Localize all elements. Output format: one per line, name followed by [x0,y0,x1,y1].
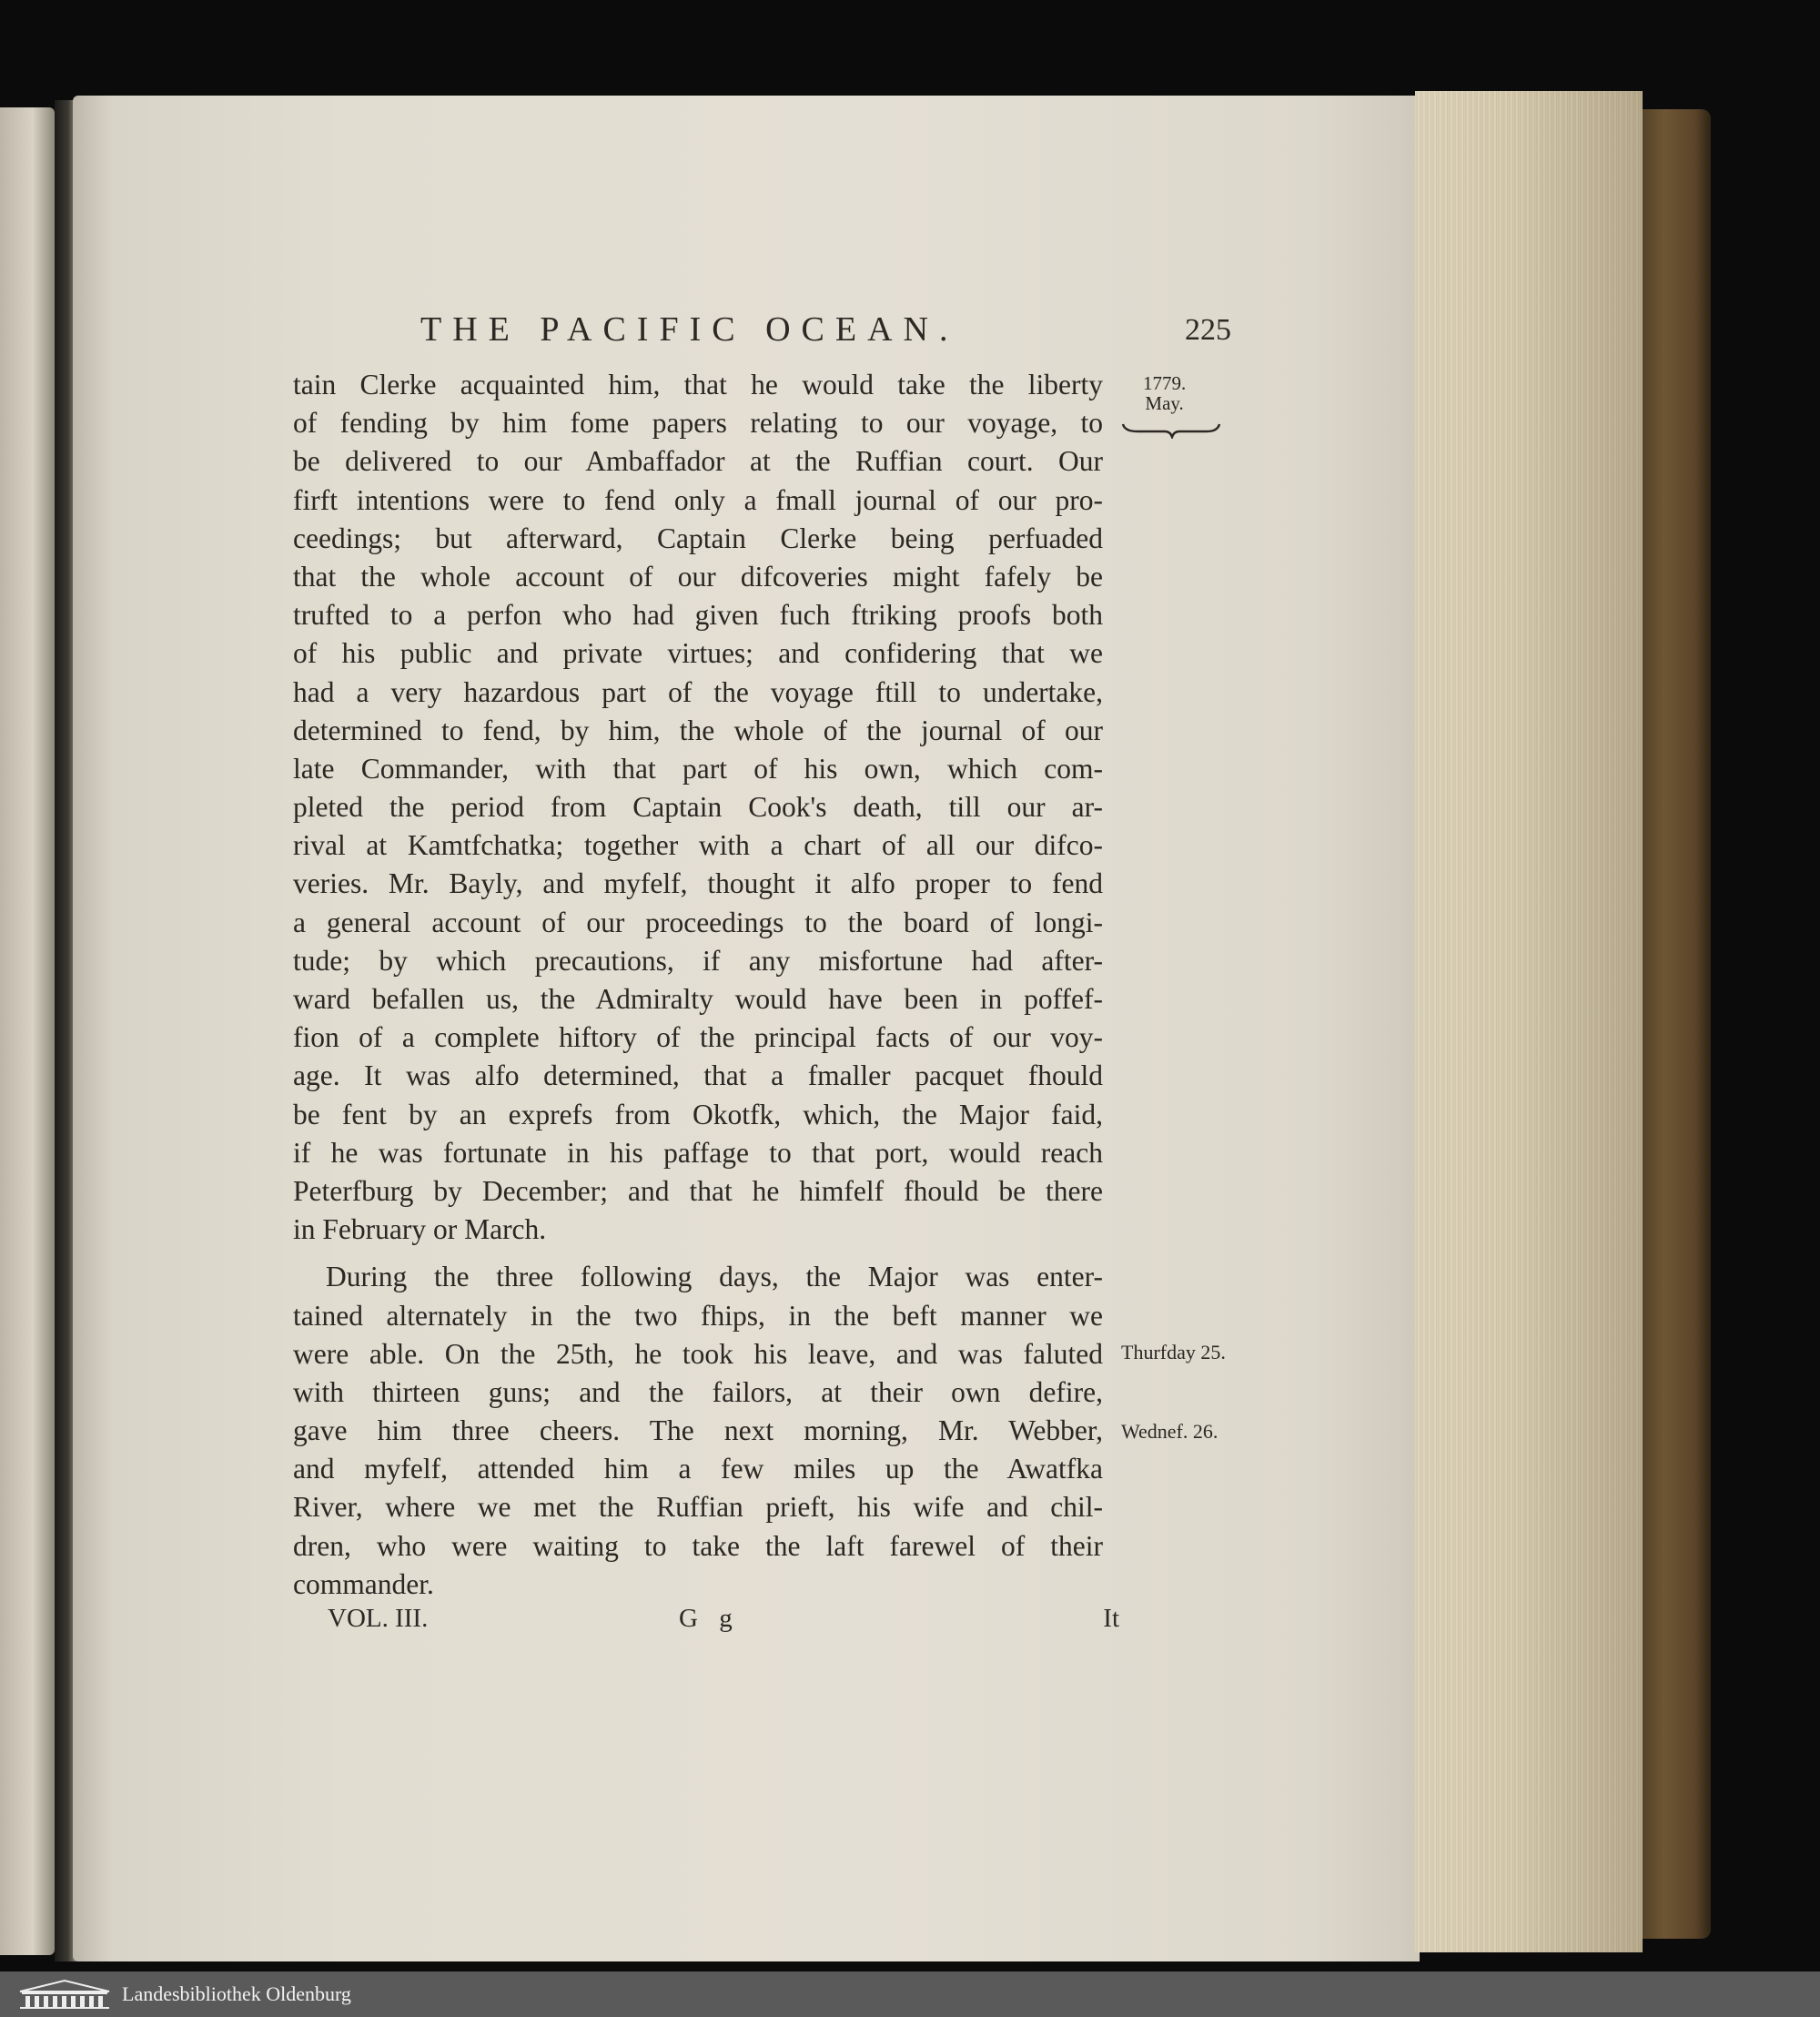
library-building-icon [16,1979,113,2010]
catchword: It [1103,1604,1119,1633]
text-line: During the three following days, the Major was enter- [326,1261,1103,1293]
text-line: age. It was alfo determined, that a fmaller pacquet fhould [293,1059,1103,1092]
text-line: Peterfburg by December; and that he himfelf fhould be there [293,1174,1103,1207]
text-line: rival at Kamtfchatka; together with a chart of all our difco- [293,829,1103,862]
text-line: and myfelf, attended him a few miles up the Awatfka [293,1453,1103,1485]
text-line: of fending by him fome papers relating to our voyage, to [293,407,1103,440]
text-line: be fent by an exprefs from Okotfk, which, the Major faid, [293,1098,1103,1130]
text-line: tained alternately in the two fhips, in the beft manner we [293,1299,1103,1332]
margin-note-wednesday: Wednef. 26. [1121,1420,1218,1443]
text-line: if he was fortunate in his paffage to that port, would reach [293,1136,1103,1169]
running-title: THE PACIFIC OCEAN. [420,310,959,349]
volume-label: VOL. III. [328,1604,429,1633]
text-line: were able. On the 25th, he took his leave, and was faluted [293,1337,1103,1370]
margin-month: May. [1145,392,1184,414]
text-line: dren, who were waiting to take the laft farewel of their [293,1529,1103,1562]
text-line: firft intentions were to fend only a fmall journal of our pro- [293,483,1103,516]
text-line: late Commander, with that part of his own, which com- [293,752,1103,785]
text-line: trufted to a perfon who had given fuch ftriking proofs both [293,599,1103,632]
text-line: of his public and private virtues; and confidering that we [293,637,1103,670]
text-line: veries. Mr. Bayly, and myfelf, thought it alfo proper to fend [293,867,1103,900]
library-footer-bar [0,1971,1820,2017]
text-line: fion of a complete hiftory of the principal facts of our voy- [293,1021,1103,1054]
text-line: River, where we met the Ruffian prieft, his wife and chil- [293,1491,1103,1524]
text-line: with thirteen guns; and the failors, at their own defire, [293,1375,1103,1408]
signature-mark: G g [679,1604,740,1633]
text-line: commander. [293,1567,434,1600]
book-cover-edge [1633,109,1711,1939]
text-line: a general account of our proceedings to the board of longi- [293,906,1103,938]
page-number: 225 [1185,313,1231,347]
body-text [293,366,1103,1604]
text-line: tude; by which precautions, if any misfortune had after- [293,944,1103,977]
text-line: had a very hazardous part of the voyage ftill to undertake, [293,675,1103,708]
text-line: that the whole account of our difcoveries might fafely be [293,560,1103,593]
text-line: tain Clerke acquainted him, that he would take the liberty [293,369,1103,400]
text-line: be delivered to our Ambaffador at the Ruffian court. Our [293,445,1103,478]
left-page-edge [0,107,55,1955]
text-line: determined to fend, by him, the whole of the journal of our [293,714,1103,746]
margin-date [1143,373,1186,413]
margin-year: 1779. [1143,372,1187,394]
text-line: gave him three cheers. The next morning, Mr. Webber, [293,1414,1103,1447]
library-name: Landesbibliothek Oldenburg [122,1982,351,2005]
margin-note-thursday: Thurfday 25. [1121,1341,1226,1363]
text-line: ceedings; but afterward, Captain Clerke being perfuaded [293,522,1103,554]
text-line: pleted the period from Captain Cook's death, till our ar- [293,791,1103,824]
text-line: in February or March. [293,1213,547,1246]
brace-icon [1121,419,1221,439]
text-line: ward befallen us, the Admiralty would have been in poffef- [293,983,1103,1015]
